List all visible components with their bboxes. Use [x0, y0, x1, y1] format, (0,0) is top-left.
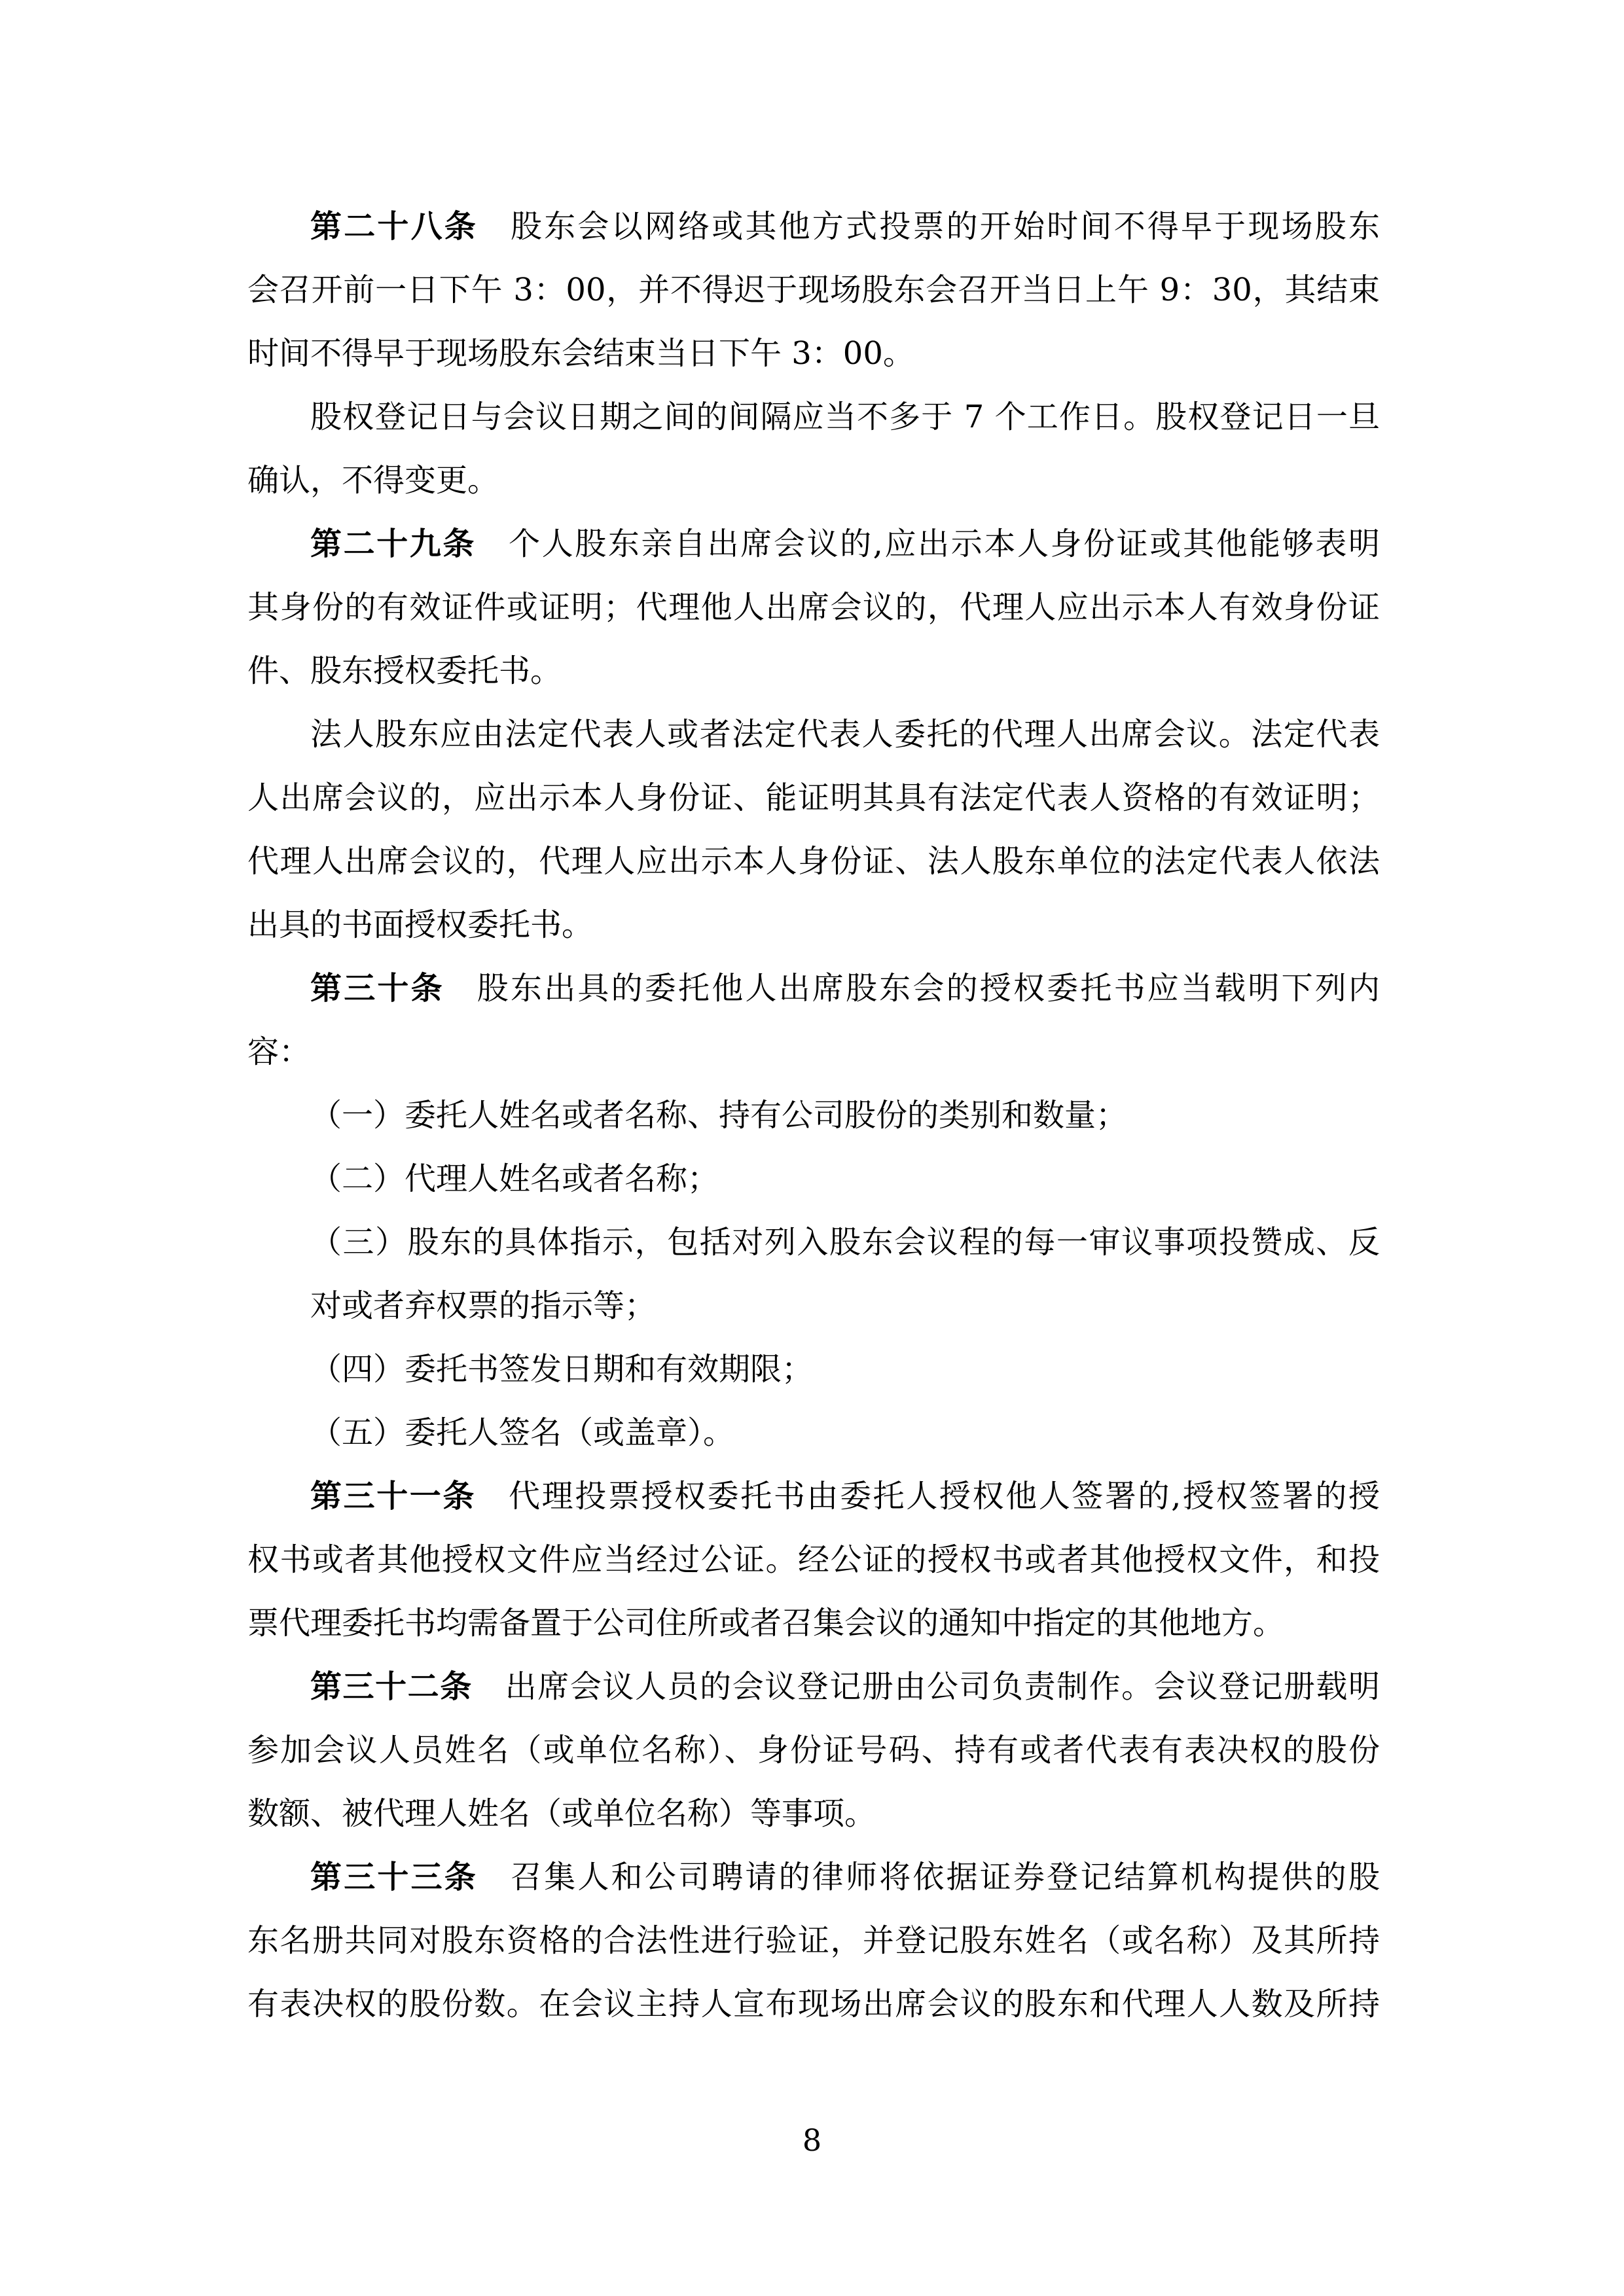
- line-text: 东名册共同对股东资格的合法性进行验证，并登记股东姓名（或名称）及其所持: [247, 1922, 1380, 1959]
- article-paragraph: [247, 1846, 1380, 2036]
- line-text: （四）委托书签发日期和有效期限；: [310, 1351, 814, 1388]
- text-line: [247, 893, 1380, 957]
- line-text: 会召开前一日下午 3：00，并不得迟于现场股东会召开当日上午 9：30，其结束: [247, 272, 1380, 308]
- text-line: [247, 1592, 1380, 1655]
- article-number: 第三十一条: [310, 1478, 477, 1515]
- line-text: （三）股东的具体指示，包括对列入股东会议程的每一审议事项投赞成、反: [310, 1224, 1380, 1261]
- text-line: [310, 1274, 1380, 1338]
- text-line: [247, 1846, 1380, 1909]
- document-body: [247, 195, 1380, 2036]
- line-text: 股东出具的委托他人出席股东会的授权委托书应当载明下列内: [477, 970, 1380, 1007]
- text-line: [247, 576, 1380, 639]
- text-line: [310, 1147, 1380, 1211]
- text-line: [247, 639, 1380, 703]
- text-line: [247, 1465, 1380, 1528]
- article-number: 第三十二条: [310, 1668, 473, 1705]
- text-line: [247, 1528, 1380, 1592]
- text-line: [310, 1338, 1380, 1401]
- article-paragraph: [247, 1655, 1380, 1846]
- list-item: [247, 1338, 1380, 1401]
- line-text: 有表决权的股份数。在会议主持人宣布现场出席会议的股东和代理人人数及所持: [247, 1986, 1380, 2022]
- line-text: 出具的书面授权委托书。: [247, 906, 594, 943]
- body-paragraph: [247, 386, 1380, 512]
- text-line: [310, 1401, 1380, 1465]
- article-paragraph: [247, 1465, 1380, 1655]
- line-text: 对或者弃权票的指示等；: [310, 1287, 657, 1324]
- text-line: [247, 195, 1380, 259]
- article-paragraph: [247, 957, 1380, 1084]
- text-line: [310, 1211, 1380, 1274]
- text-line: [247, 1909, 1380, 1973]
- line-text: 代理投票授权委托书由委托人授权他人签署的,授权签署的授: [509, 1478, 1380, 1515]
- line-text: 股东会以网络或其他方式投票的开始时间不得早于现场股东: [511, 208, 1380, 245]
- article-number: 第二十八条: [310, 208, 478, 245]
- list-item: [247, 1084, 1380, 1147]
- article-paragraph: [247, 512, 1380, 703]
- text-line: [247, 1020, 1380, 1084]
- line-text: （一）委托人姓名或者名称、持有公司股份的类别和数量；: [310, 1097, 1128, 1134]
- line-text: 时间不得早于现场股东会结束当日下午 3：00。: [247, 335, 914, 372]
- text-line: [247, 1655, 1380, 1719]
- line-text: 个人股东亲自出席会议的,应出示本人身份证或其他能够表明: [509, 526, 1380, 562]
- list-item: [247, 1211, 1380, 1338]
- line-text: （五）委托人签名（或盖章）。: [310, 1414, 735, 1451]
- list-item: [247, 1147, 1380, 1211]
- line-text: 容：: [247, 1033, 311, 1070]
- text-line: [247, 449, 1380, 512]
- line-text: 件、股东授权委托书。: [247, 653, 562, 689]
- line-text: 法人股东应由法定代表人或者法定代表人委托的代理人出席会议。法定代表: [310, 716, 1380, 753]
- page-number: 8: [802, 2123, 822, 2158]
- text-line: [247, 512, 1380, 576]
- line-text: 参加会议人员姓名（或单位名称）、身份证号码、持有或者代表有表决权的股份: [247, 1732, 1380, 1768]
- text-line: [247, 1719, 1380, 1782]
- article-paragraph: [247, 195, 1380, 386]
- article-number: 第三十三条: [310, 1859, 478, 1895]
- line-text: （二）代理人姓名或者名称；: [310, 1160, 719, 1197]
- line-text: 其身份的有效证件或证明；代理他人出席会议的，代理人应出示本人有效身份证: [247, 589, 1380, 626]
- line-text: 股权登记日与会议日期之间的间隔应当不多于 7 个工作日。股权登记日一旦: [310, 399, 1380, 435]
- article-number: 第二十九条: [310, 526, 477, 562]
- line-text: 权书或者其他授权文件应当经过公证。经公证的授权书或者其他授权文件，和投: [247, 1541, 1380, 1578]
- article-number: 第三十条: [310, 970, 444, 1007]
- line-text: 票代理委托书均需备置于公司住所或者召集会议的通知中指定的其他地方。: [247, 1605, 1285, 1641]
- line-text: 召集人和公司聘请的律师将依据证券登记结算机构提供的股: [511, 1859, 1380, 1895]
- text-line: [247, 1782, 1380, 1846]
- text-line: [247, 830, 1380, 893]
- list-item: [247, 1401, 1380, 1465]
- line-text: 代理人出席会议的，代理人应出示本人身份证、法人股东单位的法定代表人依法: [247, 843, 1380, 880]
- text-line: [247, 766, 1380, 830]
- text-line: [247, 1973, 1380, 2036]
- line-text: 人出席会议的，应出示本人身份证、能证明其具有法定代表人资格的有效证明；: [247, 780, 1380, 816]
- line-text: 出席会议人员的会议登记册由公司负责制作。会议登记册载明: [505, 1668, 1380, 1705]
- line-text: 确认，不得变更。: [247, 462, 499, 499]
- text-line: [247, 703, 1380, 766]
- text-line: [247, 322, 1380, 386]
- text-line: [247, 957, 1380, 1020]
- text-line: [247, 386, 1380, 449]
- text-line: [247, 259, 1380, 322]
- body-paragraph: [247, 703, 1380, 957]
- text-line: [310, 1084, 1380, 1147]
- line-text: 数额、被代理人姓名（或单位名称）等事项。: [247, 1795, 876, 1832]
